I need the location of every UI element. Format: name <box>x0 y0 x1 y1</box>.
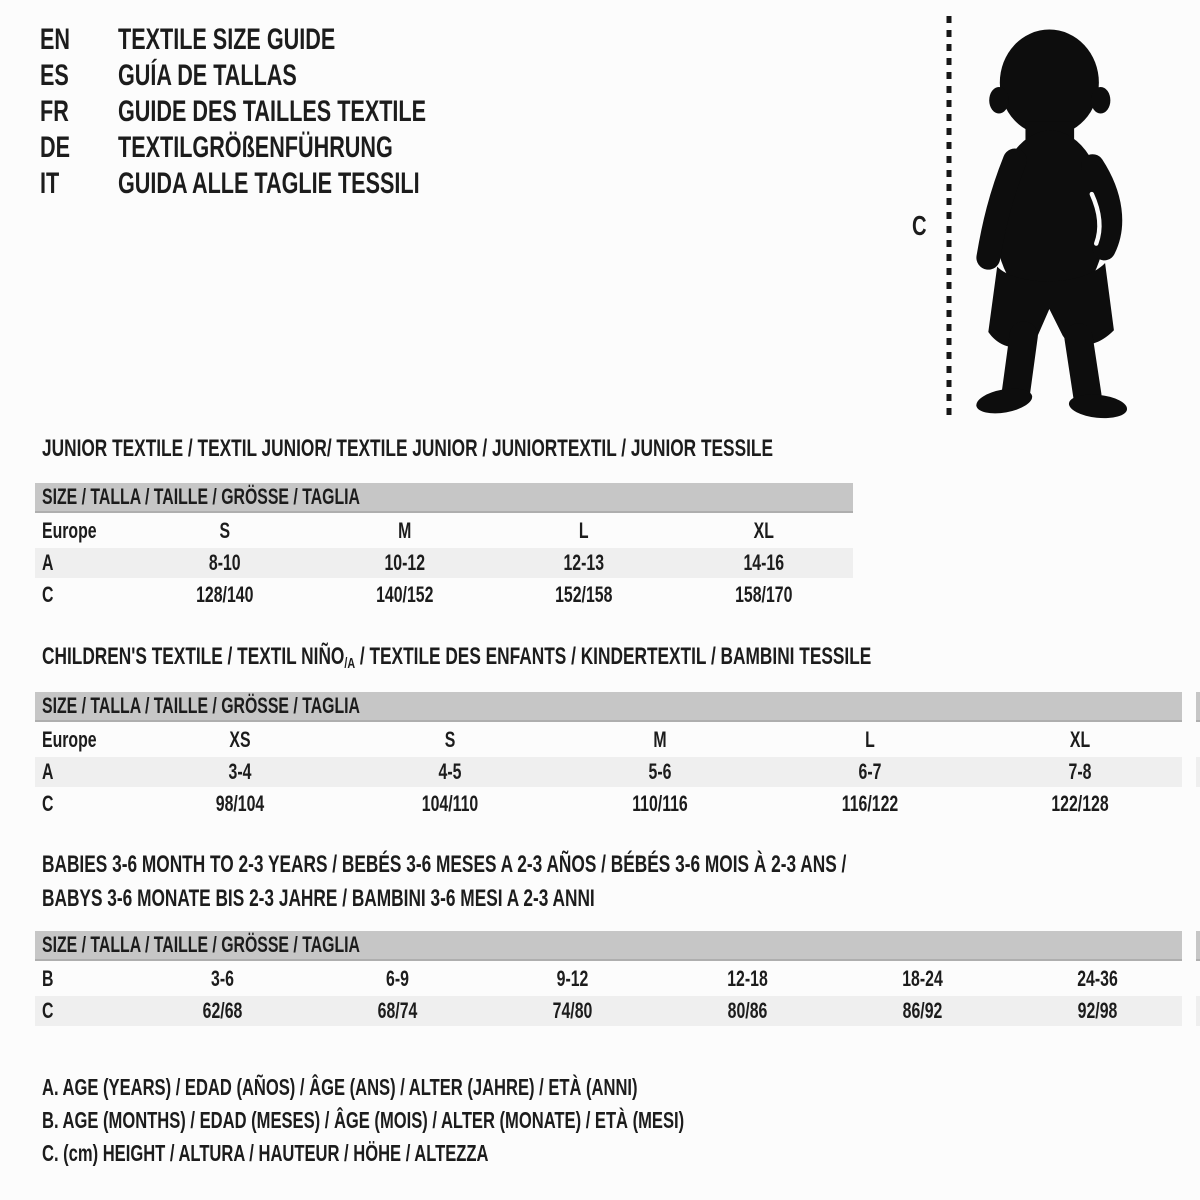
row-label-text: A <box>42 550 54 575</box>
value-cell: 68/74 <box>377 998 418 1023</box>
row-label-text: B <box>42 966 54 991</box>
height-measure-label: C <box>912 210 927 241</box>
value-cell: 24-36 <box>1077 966 1118 991</box>
table-row <box>35 516 853 546</box>
language-row <box>40 94 546 130</box>
value-cell: 158/170 <box>734 582 792 607</box>
value-cell: S <box>444 727 456 752</box>
language-row <box>40 130 546 166</box>
language-code: FR <box>40 95 69 128</box>
value-cell: M <box>397 518 411 543</box>
table-size-header-text: SIZE / TALLA / TAILLE / GRÖSSE / TAGLIA <box>42 484 360 509</box>
value-cell: XS <box>229 727 251 752</box>
row-label-text: Europe <box>42 727 97 752</box>
value-cell: 18-24 <box>902 966 943 991</box>
legend <box>42 1071 934 1170</box>
language-row <box>40 58 546 94</box>
value-cell: L <box>865 727 875 752</box>
value-cell: 8-10 <box>208 550 241 575</box>
language-list <box>40 22 546 202</box>
row-label-cell <box>35 725 135 755</box>
value-cell: 7-8 <box>1068 759 1092 784</box>
table-size-header-text: SIZE / TALLA / TAILLE / GRÖSSE / TAGLIA <box>42 932 360 957</box>
row-label-cell <box>35 757 135 787</box>
value-cell: 9-12 <box>556 966 589 991</box>
language-title: GUIDE DES TAILLES TEXTILE <box>118 95 427 128</box>
value-cell: 104/110 <box>421 791 479 816</box>
legend-line-b <box>42 1104 934 1137</box>
title-subscript: /A <box>344 656 356 673</box>
value-cell: 10-12 <box>383 550 425 575</box>
row-label-text: A <box>42 759 54 784</box>
section-title-line1: BABIES 3-6 MONTH TO 2-3 YEARS / BEBÉS 3-6 MESES A 2-3 AÑOS / BÉBÉS 3-6 MOIS À 2-3 ANS / <box>42 851 847 878</box>
value-cell: 122/128 <box>1051 791 1109 816</box>
value-cell: 86/92 <box>902 998 943 1023</box>
value-cell: 3-4 <box>228 759 252 784</box>
row-label-cell <box>35 580 135 610</box>
language-title: TEXTILGRÖßENFÜHRUNG <box>118 131 393 164</box>
language-row <box>40 22 546 58</box>
value-cell: 6-9 <box>386 966 409 991</box>
section-title-babies <box>42 848 1159 916</box>
row-label-cell <box>35 548 135 578</box>
legend-line-c <box>42 1137 934 1170</box>
row-label-text: C <box>42 791 54 816</box>
table-size-header <box>35 931 1200 961</box>
language-code: ES <box>40 59 69 92</box>
value-cell: L <box>578 518 589 543</box>
value-cell: M <box>653 727 667 752</box>
table-row <box>35 725 1200 755</box>
value-cell: 62/68 <box>202 998 243 1023</box>
language-row <box>40 166 546 202</box>
legend-text: C. (cm) HEIGHT / ALTURA / HAUTEUR / HÖHE / ALTEZZA <box>42 1140 489 1166</box>
title-suffix: / TEXTILE DES ENFANTS / KINDERTEXTIL / BAMBINI TESSILE <box>355 643 872 670</box>
legend-line-a <box>42 1071 934 1104</box>
language-code: IT <box>40 167 60 200</box>
value-cell: 152/158 <box>555 582 613 607</box>
height-measure-dashed-line <box>945 16 953 420</box>
table-row <box>35 548 853 578</box>
section-title-text: JUNIOR TEXTILE / TEXTIL JUNIOR/ TEXTILE JUNIOR / JUNIORTEXTIL / JUNIOR TESSILE <box>42 435 773 462</box>
value-cell: 4-5 <box>438 759 462 784</box>
language-code: DE <box>40 131 71 164</box>
title-prefix: CHILDREN'S TEXTILE / TEXTIL NIÑO <box>42 643 345 670</box>
value-cell: S <box>219 518 231 543</box>
babies-size-table <box>35 931 1200 1026</box>
language-title: GUÍA DE TALLAS <box>118 59 297 92</box>
table-row <box>35 996 1200 1026</box>
value-cell: 110/116 <box>632 791 688 816</box>
row-label-text: Europe <box>42 518 97 543</box>
value-cell: 80/86 <box>727 998 768 1023</box>
legend-text: A. AGE (YEARS) / EDAD (AÑOS) / ÂGE (ANS) / ALTER (JAHRE) / ETÀ (ANNI) <box>42 1074 638 1100</box>
value-cell: 14-16 <box>742 550 784 575</box>
table-row <box>35 964 1200 994</box>
value-cell: 116/122 <box>841 791 899 816</box>
table-row <box>35 789 1200 819</box>
row-label-cell <box>35 516 135 546</box>
row-label-cell <box>35 789 135 819</box>
junior-size-table <box>35 483 853 610</box>
value-cell: 5-6 <box>648 759 672 784</box>
row-label-cell <box>35 964 135 994</box>
section-title-children <box>42 644 1194 677</box>
value-cell: 92/98 <box>1077 998 1118 1023</box>
section-title-text <box>42 644 871 677</box>
value-cell: 12-18 <box>727 966 768 991</box>
legend-text: B. AGE (MONTHS) / EDAD (MESES) / ÂGE (MOIS) / ALTER (MONATE) / ETÀ (MESI) <box>42 1107 685 1133</box>
section-title-junior <box>42 436 1057 462</box>
row-label-text: C <box>42 582 54 607</box>
table-size-header <box>35 692 1200 722</box>
toddler-silhouette-image <box>962 26 1142 424</box>
table-size-header <box>35 483 853 513</box>
value-cell: 6-7 <box>858 759 882 784</box>
row-label-cell <box>35 996 135 1026</box>
right-edge-gutter <box>1182 688 1196 1030</box>
language-title: GUIDA ALLE TAGLIE TESSILI <box>118 167 420 200</box>
table-row <box>35 757 1200 787</box>
value-cell: 128/140 <box>196 582 254 607</box>
value-cell: 12-13 <box>563 550 605 575</box>
value-cell: 74/80 <box>552 998 593 1023</box>
children-size-table <box>35 692 1200 819</box>
value-cell: XL <box>1069 727 1091 752</box>
section-title-line2: BABYS 3-6 MONATE BIS 2-3 JAHRE / BAMBINI 3-6 MESI A 2-3 ANNI <box>42 885 595 912</box>
value-cell: 98/104 <box>215 791 265 816</box>
value-cell: 140/152 <box>375 582 433 607</box>
language-code: EN <box>40 23 71 56</box>
language-title: TEXTILE SIZE GUIDE <box>118 23 336 56</box>
table-row <box>35 580 853 610</box>
value-cell: 3-6 <box>211 966 234 991</box>
row-label-text: C <box>42 998 54 1023</box>
value-cell: XL <box>753 518 774 543</box>
table-size-header-text: SIZE / TALLA / TAILLE / GRÖSSE / TAGLIA <box>42 693 360 718</box>
